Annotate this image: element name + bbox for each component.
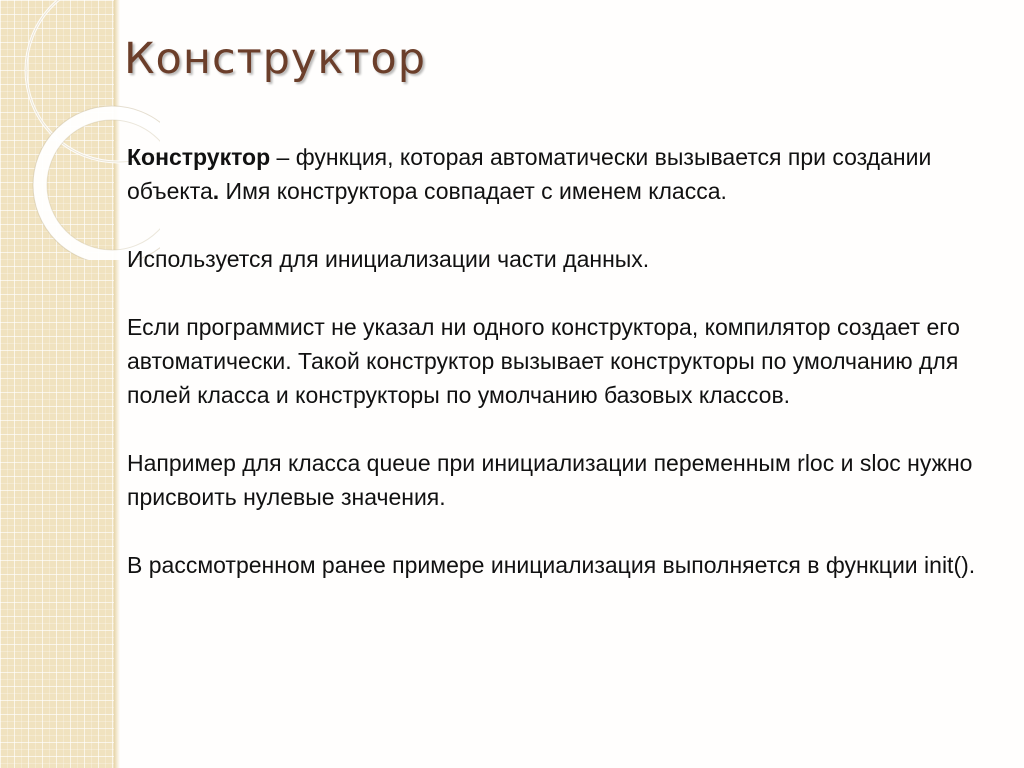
definition-term: Конструктор [127,144,271,170]
paragraph-init: В рассмотренном ранее примере инициализация выполняется в функции init(). [127,552,976,578]
definition-paragraph [127,140,1007,208]
paragraph-default-constructor: Если программист не указал ни одного конструктора, компилятор создает его автоматически. Такой конструктор вызывает конструкторы по умолчанию для полей класса и конструкторы по умолчанию базовых классов. [127,314,960,408]
paragraph-example: Например для класса queue при инициализации переменным rloc и sloc нужно присвоить нулевые значения. [127,450,973,510]
definition-text: – функция, которая автоматически вызывается при создании объекта [127,144,932,204]
slide-body [127,140,1007,616]
slide-title: Конструктор [124,34,427,84]
definition-text-continued: Имя конструктора совпадает с именем класса. [219,178,727,204]
definition-bold-dot: . [212,178,220,204]
paragraph-usage: Используется для инициализации части данных. [127,246,650,272]
